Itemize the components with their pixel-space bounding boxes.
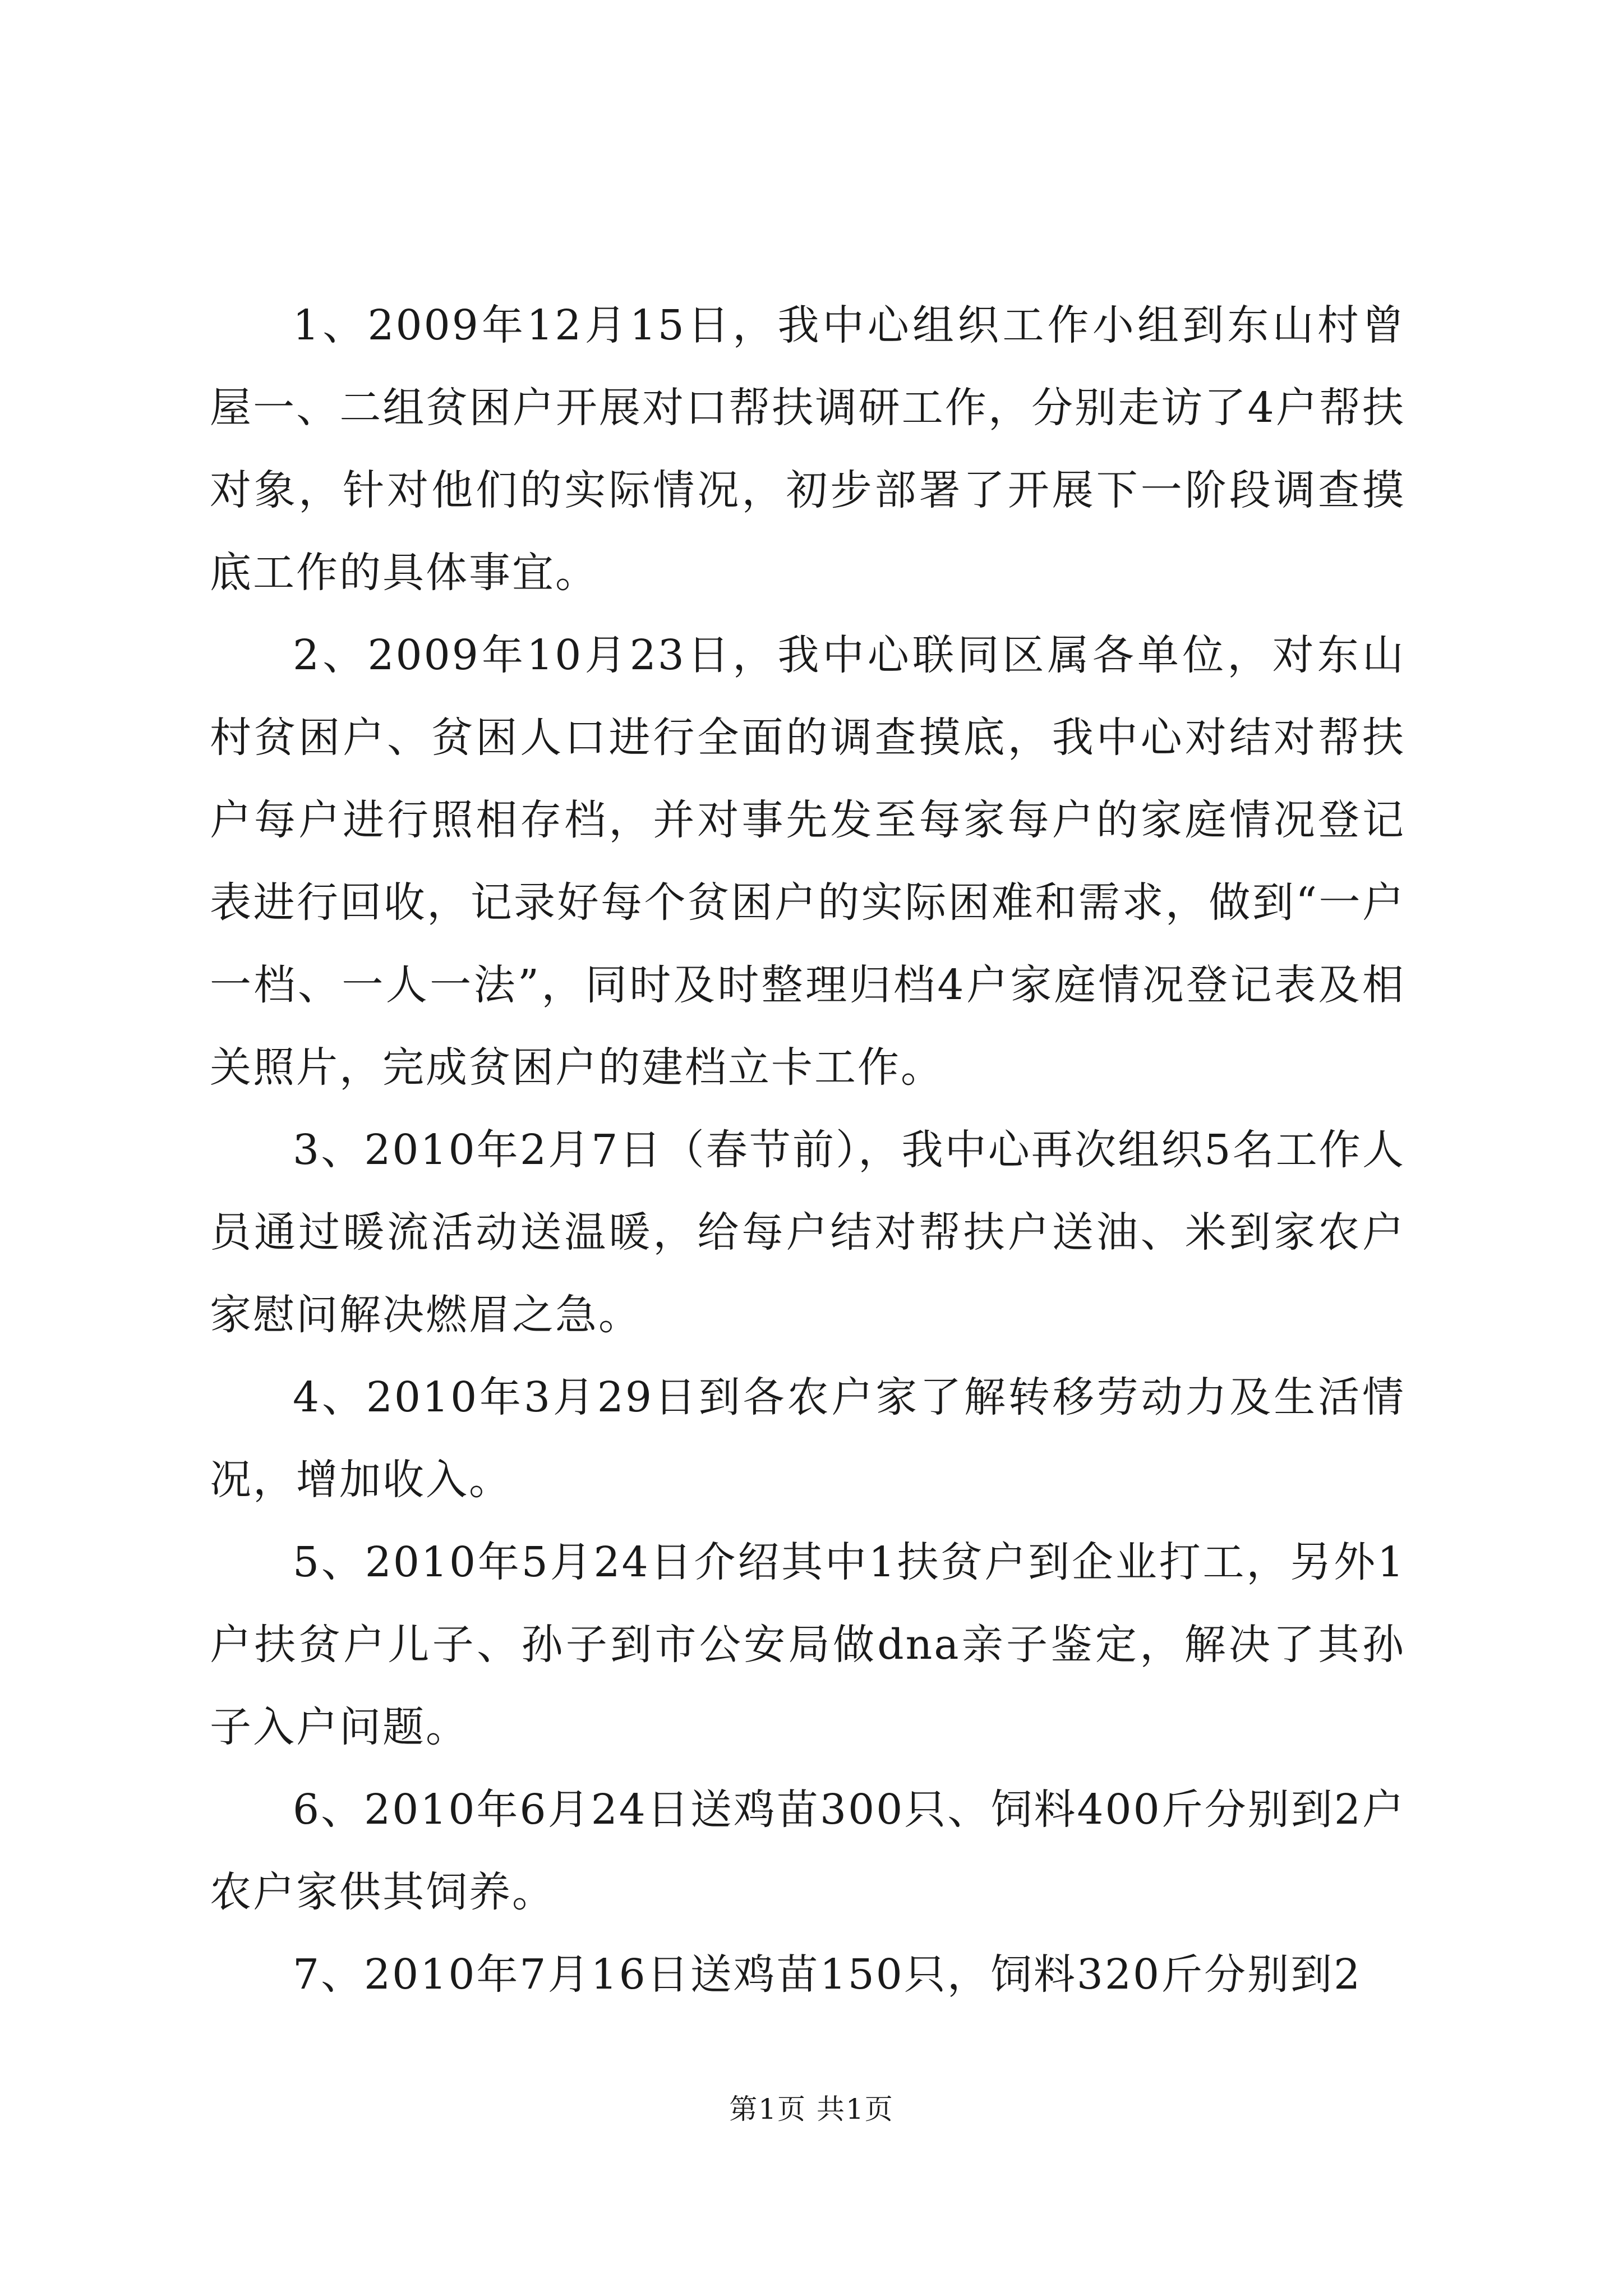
- paragraph-5: 5、2010年5月24日介绍其中1扶贫户到企业打工，另外1户扶贫户儿子、孙子到市公安局做dna亲子鉴定，解决了其孙子入户问题。: [210, 1538, 1405, 1751]
- paragraph-4: 4、2010年3月29日到各农户家了解转移劳动力及生活情况，增加收入。: [210, 1373, 1405, 1504]
- paragraph-7: 7、2010年7月16日送鸡苗150只，饲料320斤分别到2: [293, 1950, 1362, 1999]
- page-footer: 第1页 共1页: [729, 2093, 894, 2125]
- document-body: [210, 284, 1405, 2016]
- paragraph-6: 6、2010年6月24日送鸡苗300只、饲料400斤分别到2户农户家供其饲养。: [210, 1786, 1405, 1916]
- paragraph-3: 3、2010年2月7日（春节前），我中心再次组织5名工作人员通过暖流活动送温暖，给每户结对帮扶户送油、米到家农户家慰问解决燃眉之急。: [210, 1126, 1405, 1339]
- paragraph-2: 2、2009年10月23日，我中心联同区属各单位，对东山村贫困户、贫困人口进行全面的调查摸底，我中心对结对帮扶户每户进行照相存档，并对事先发至每家每户的家庭情况登记表进行回收，记录好每个贫困户的实际困难和需求，做到“一户一档、一人一法”，同时及时整理归档4户家庭情况登记表及相关照片，完成贫困户的建档立卡工作。: [210, 631, 1405, 1092]
- paragraph-1: 1、2009年12月15日，我中心组织工作小组到东山村曾屋一、二组贫困户开展对口帮扶调研工作，分别走访了4户帮扶对象，针对他们的实际情况，初步部署了开展下一阶段调查摸底工作的具体事宜。: [210, 301, 1405, 597]
